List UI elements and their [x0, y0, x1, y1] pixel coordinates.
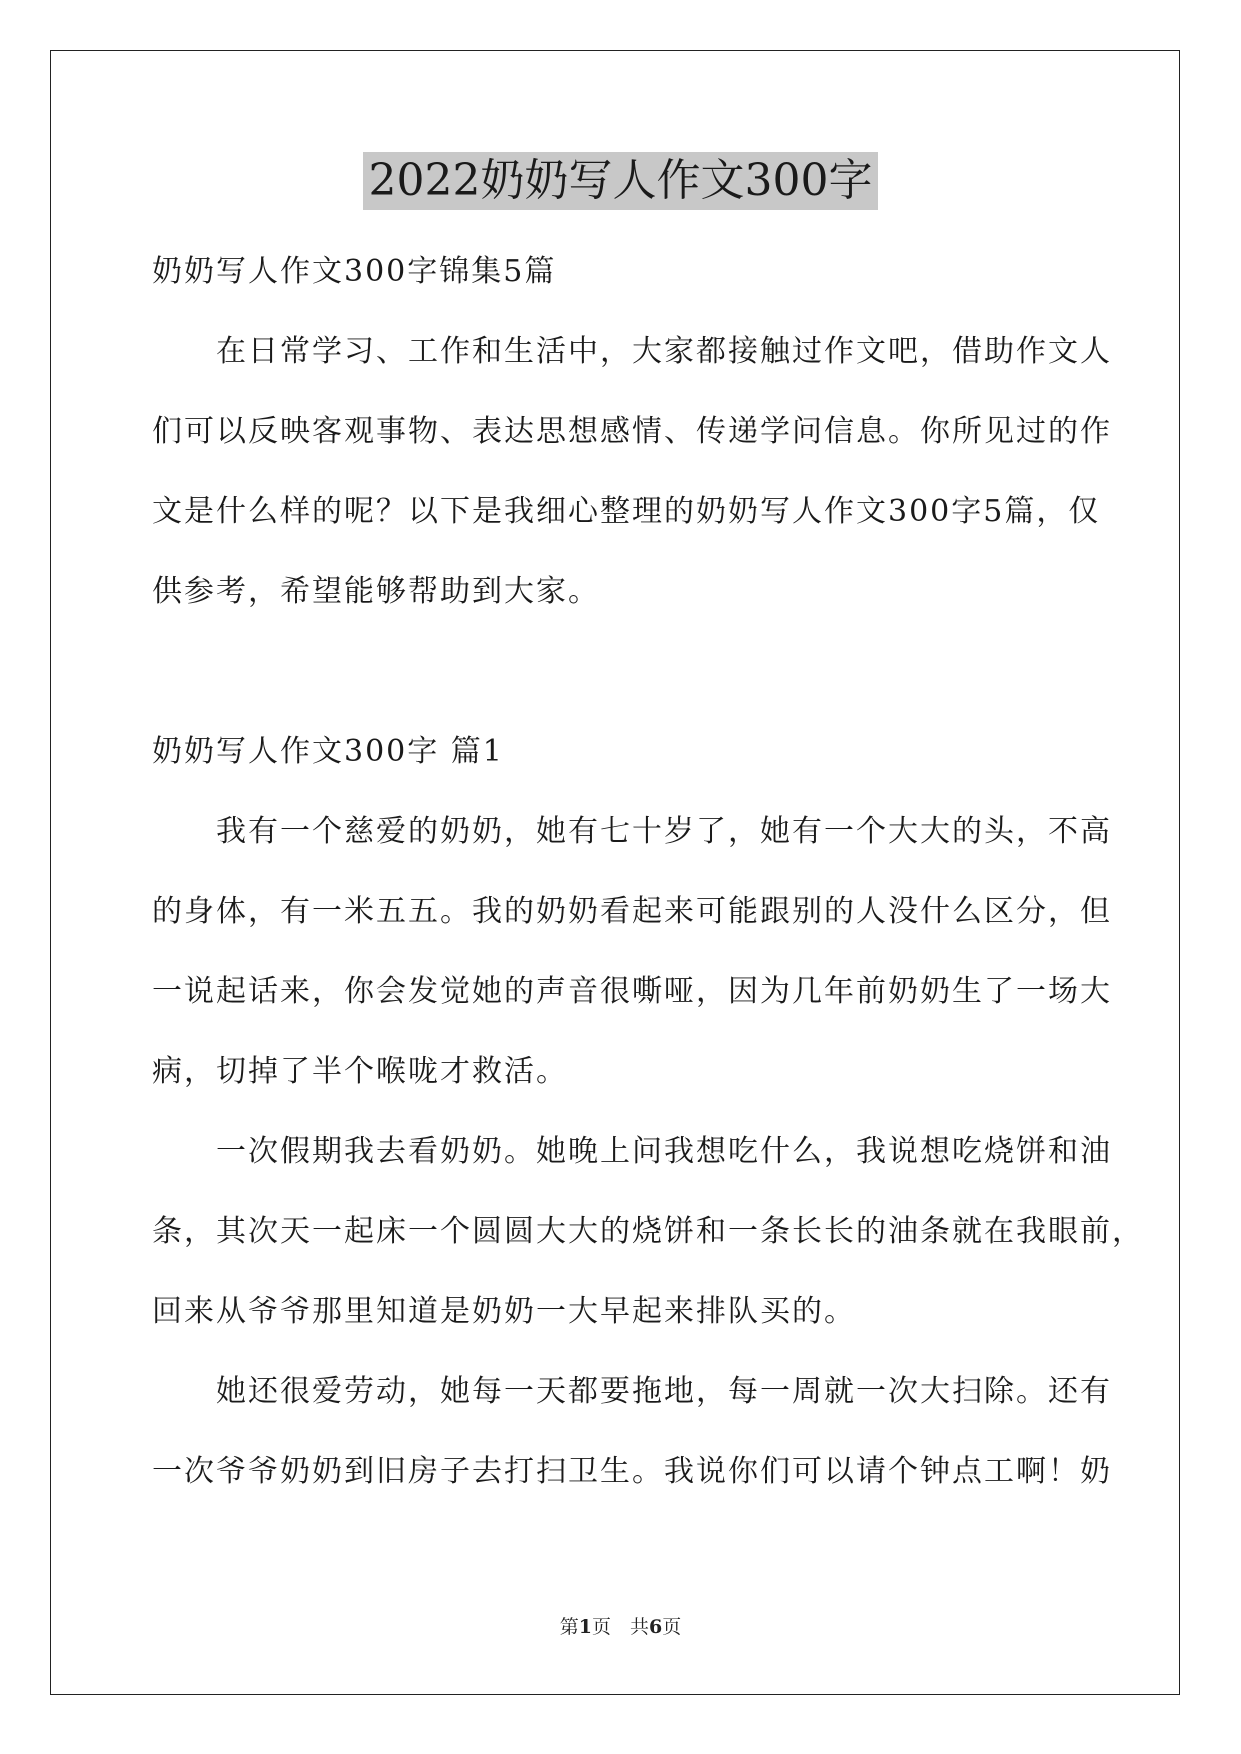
total-page-number: 6	[649, 1616, 663, 1638]
paragraph-line: 病，切掉了半个喉咙才救活。	[152, 1054, 568, 1089]
intro-line: 供参考，希望能够帮助到大家。	[152, 574, 600, 609]
paragraph-line: 她还很爱劳动，她每一天都要拖地，每一周就一次大扫除。还有	[216, 1374, 1112, 1409]
title-container	[0, 152, 1241, 210]
paragraph-line: 条，其次天一起床一个圆圆大大的烧饼和一条长长的油条就在我眼前，	[152, 1214, 1144, 1249]
spacer	[152, 632, 1092, 712]
intro-line: 在日常学习、工作和生活中，大家都接触过作文吧，借助作文人	[216, 334, 1112, 369]
paragraph-line: 一次假期我去看奶奶。她晚上问我想吃什么，我说想吃烧饼和油	[216, 1134, 1112, 1169]
paragraph-line: 一说起话来，你会发觉她的声音很嘶哑，因为几年前奶奶生了一场大	[152, 974, 1112, 1009]
document-subtitle: 奶奶写人作文300字锦集5篇	[152, 254, 557, 289]
current-page-number: 1	[578, 1616, 592, 1638]
page-prefix: 第	[559, 1616, 579, 1638]
document-body	[152, 232, 1144, 1512]
page-footer	[0, 1612, 1241, 1639]
section-heading: 奶奶写人作文300字 篇1	[152, 734, 504, 769]
paragraph-line: 一次爷爷奶奶到旧房子去打扫卫生。我说你们可以请个钟点工啊！奶	[152, 1454, 1112, 1489]
page-mid: 页 共	[591, 1616, 649, 1638]
document-title: 2022奶奶写人作文300字	[363, 152, 879, 210]
intro-line: 文是什么样的呢？以下是我细心整理的奶奶写人作文300字5篇，仅	[152, 494, 1101, 529]
intro-line: 们可以反映客观事物、表达思想感情、传递学问信息。你所见过的作	[152, 414, 1112, 449]
paragraph-line: 我有一个慈爱的奶奶，她有七十岁了，她有一个大大的头，不高	[216, 814, 1112, 849]
paragraph-line: 回来从爷爷那里知道是奶奶一大早起来排队买的。	[152, 1294, 856, 1329]
page-suffix: 页	[662, 1616, 682, 1638]
paragraph-line: 的身体，有一米五五。我的奶奶看起来可能跟别的人没什么区分，但	[152, 894, 1112, 929]
